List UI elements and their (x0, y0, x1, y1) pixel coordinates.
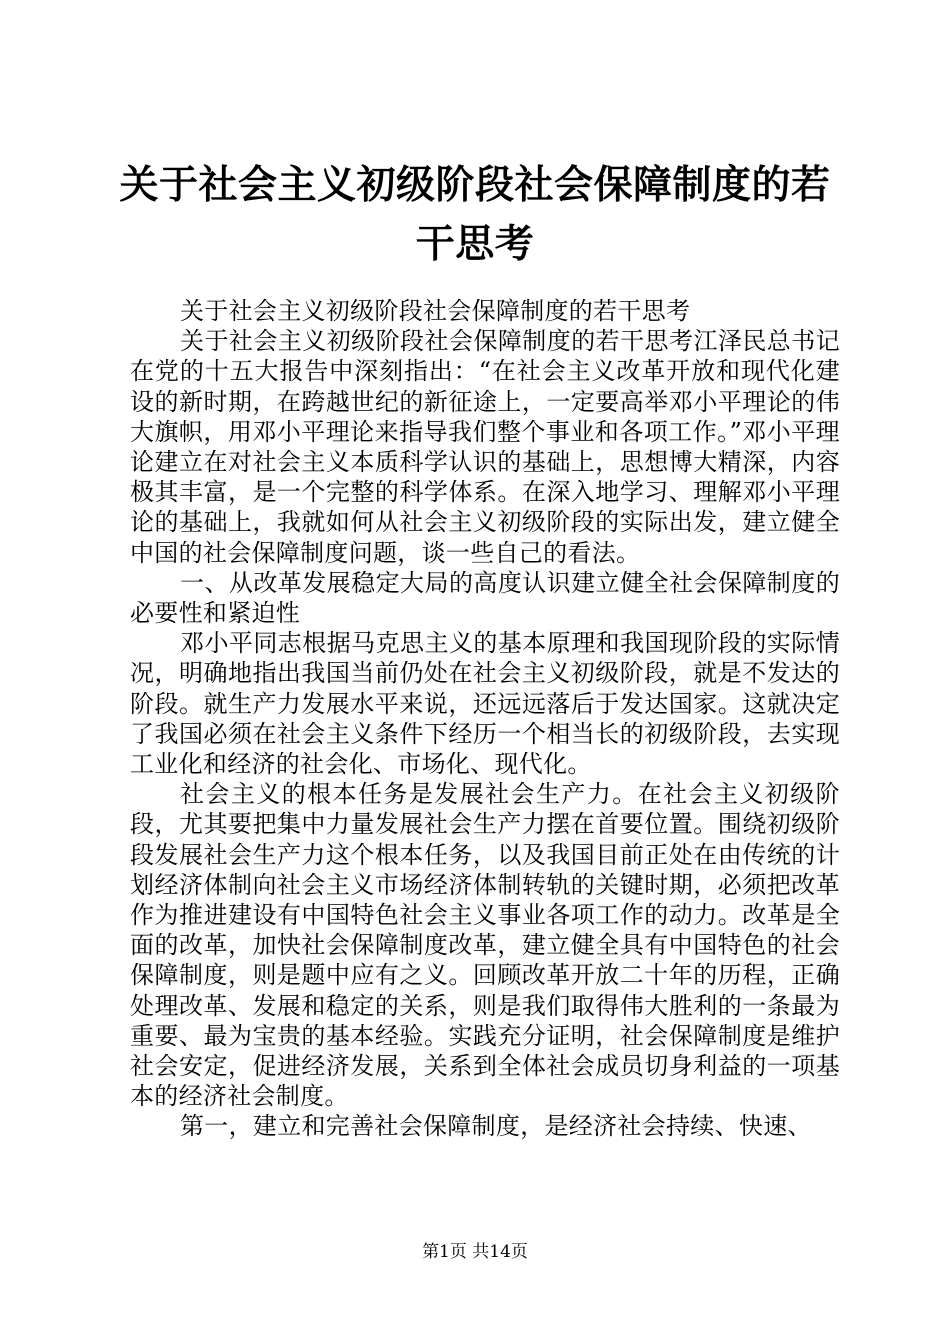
paragraph-first-point: 第一，建立和完善社会保障制度，是经济社会持续、快速、 (180, 1112, 812, 1141)
document-title: 关于社会主义初级阶段社会保障制度的若干思考 (119, 163, 831, 267)
document-body (130, 296, 840, 1142)
paragraph-primary-stage: 邓小平同志根据马克思主义的基本原理和我国现阶段的实际情况，明确地指出我国当前仍处在社会主义初级阶段，就是不发达的阶段。就生产力发展水平来说，还远远落后于发达国家。这就决定了我国必须在社会主义条件下经历一个相当长的初级阶段，去实现工业化和经济的社会化、市场化、现代化。 (130, 629, 840, 779)
paragraph-repeated-title: 关于社会主义初级阶段社会保障制度的若干思考 (180, 297, 691, 325)
section-heading-1: 一、从改革发展稳定大局的高度认识建立健全社会保障制度的必要性和紧迫性 (130, 568, 840, 628)
page-number-footer: 第1页 共14页 (422, 1242, 528, 1262)
paragraph-fundamental-task: 社会主义的根本任务是发展社会生产力。在社会主义初级阶段，尤其要把集中力量发展社会生产力摆在首要位置。围绕初级阶段发展社会生产力这个根本任务，以及我国目前正处在由传统的计划经济体制向社会主义市场经济体制转轨的关键时期，必须把改革作为推进建设有中国特色社会主义事业各项工作的动力。改革是全面的改革，加快社会保障制度改革，建立健全具有中国特色的社会保障制度，则是题中应有之义。回顾改革开放二十年的历程，正确处理改革、发展和稳定的关系，则是我们取得伟大胜利的一条最为重要、最为宝贵的基本经验。实践充分证明，社会保障制度是维护社会安定，促进经济发展，关系到全体社会成员切身利益的一项基本的经济社会制度。 (130, 780, 840, 1111)
paragraph-intro: 关于社会主义初级阶段社会保障制度的若干思考江泽民总书记在党的十五大报告中深刻指出：“在社会主义改革开放和现代化建设的新时期，在跨越世纪的新征途上，一定要高举邓小平理论的伟大旗帜，用邓小平理论来指导我们整个事业和各项工作。”邓小平理论建立在对社会主义本质科学认识的基础上，思想博大精深，内容极其丰富，是一个完整的科学体系。在深入地学习、理解邓小平理论的基础上，我就如何从社会主义初级阶段的实际出发，建立健全中国的社会保障制度问题，谈一些自己的看法。 (130, 327, 840, 567)
